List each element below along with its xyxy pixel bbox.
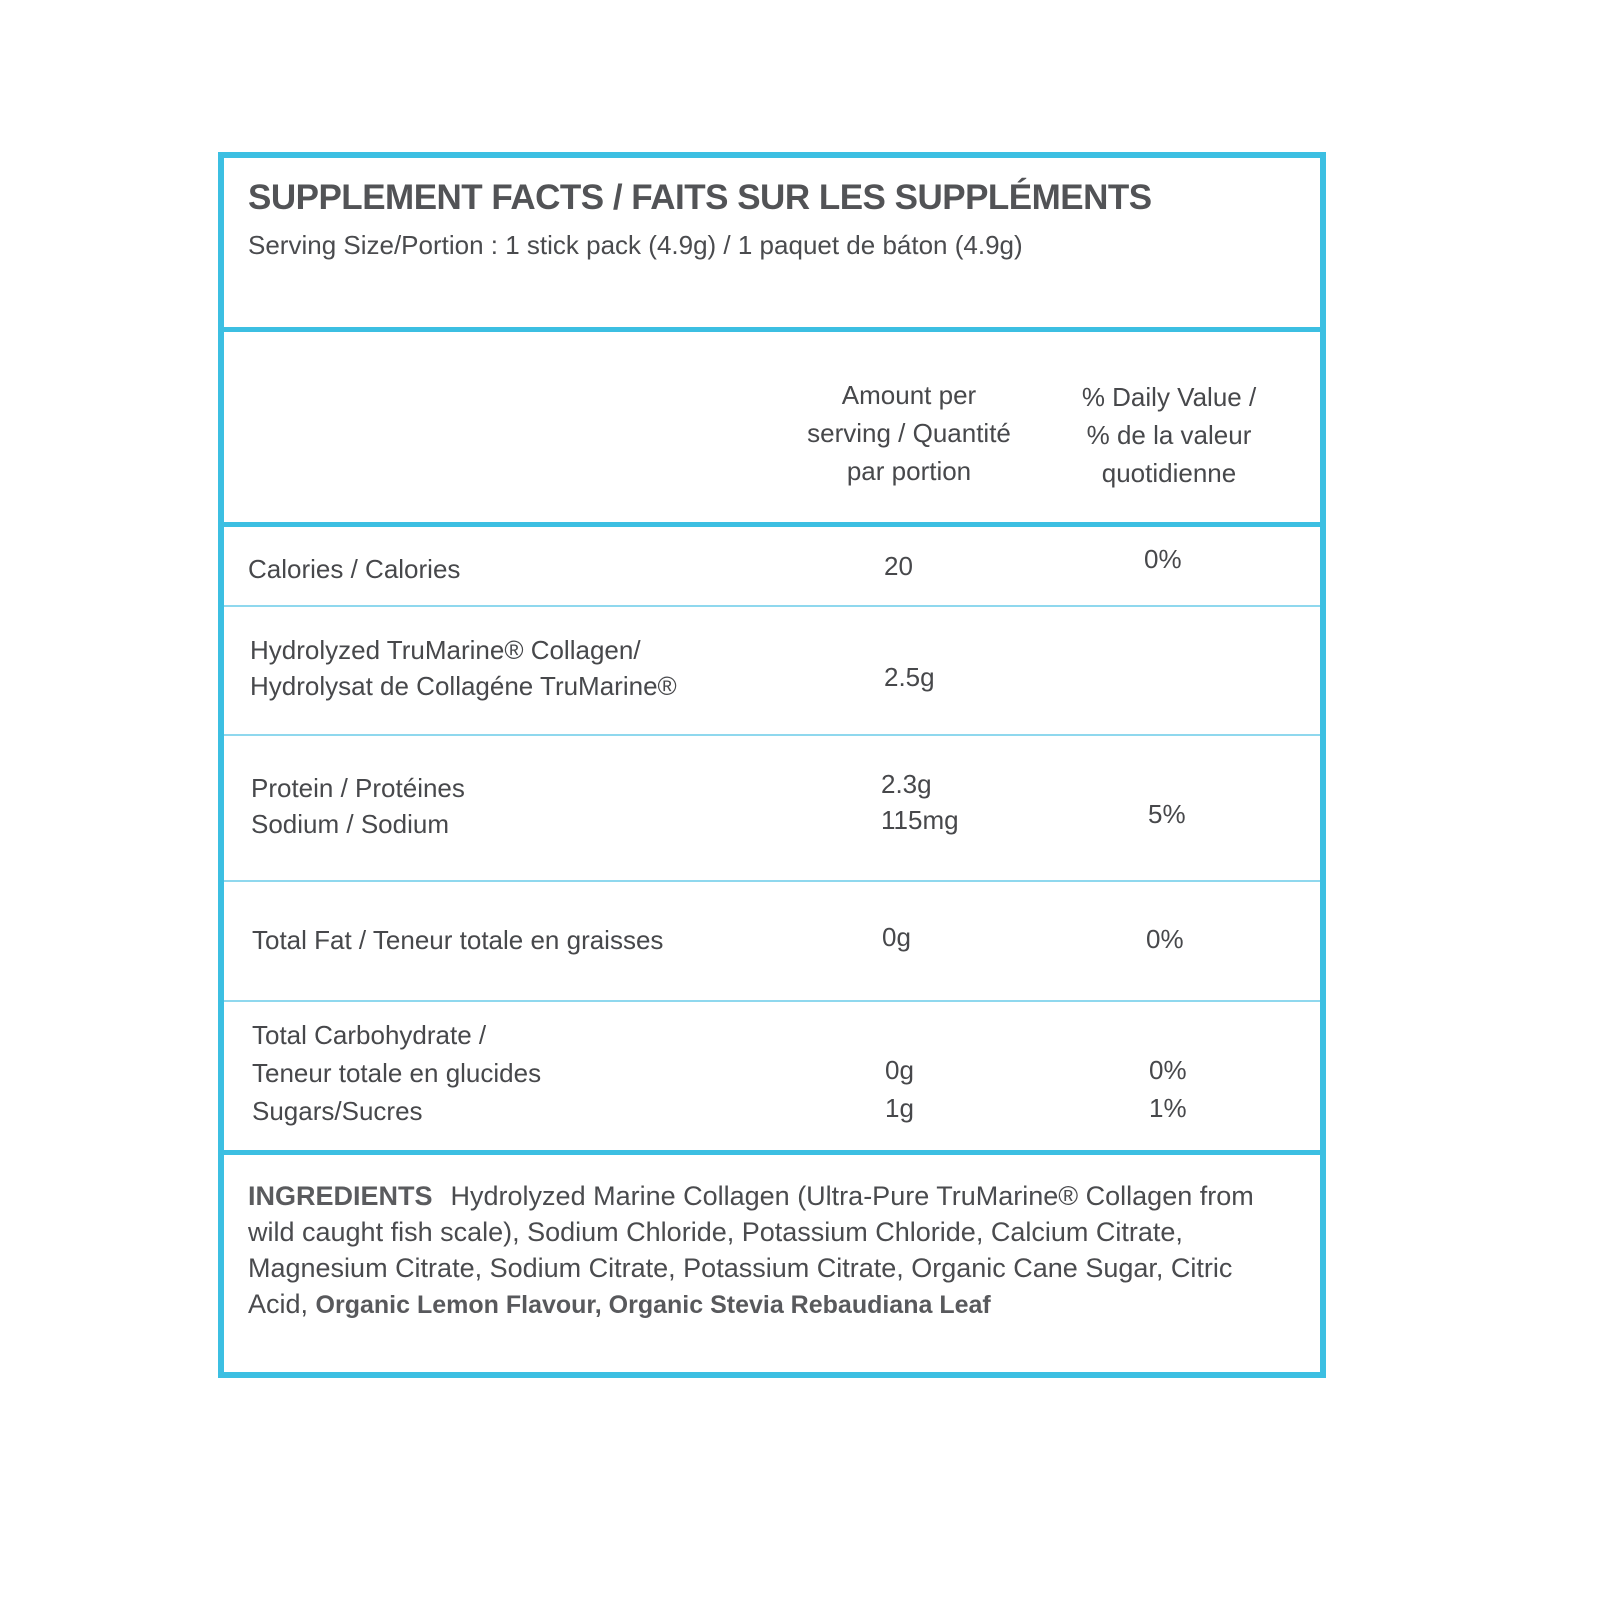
ingredients-text: Hydrolyzed Marine Collagen (Ultra-Pure TruMarine® Collagen from wild caught fish scale), Sodium Chloride, Potassium Chloride, Calcium Citrate, Magnesium Citrate, Sodium Citrate, Potassium Citrate, Organic Cane Sugar, Citric Acid, bbox=[248, 1181, 1254, 1319]
row-calories-amount: 20 bbox=[884, 551, 913, 581]
row-carb-name bbox=[252, 1016, 541, 1130]
dv-header-line: % Daily Value / bbox=[1081, 382, 1257, 412]
sodium-label: Sodium / Sodium bbox=[251, 809, 449, 839]
sugars-dv: 1% bbox=[1149, 1093, 1187, 1123]
ingredients-label: INGREDIENTS bbox=[248, 1181, 433, 1211]
sodium-amount: 115mg bbox=[881, 805, 959, 835]
ingredients-text-tail: Organic Lemon Flavour, Organic Stevia Rebaudiana Leaf bbox=[315, 1291, 991, 1319]
dv-header-line: quotidienne bbox=[1101, 458, 1237, 488]
row-fat-name: Total Fat / Teneur totale en graisses bbox=[252, 925, 664, 955]
amount-header-line: par portion bbox=[846, 456, 972, 486]
serving-size: Serving Size/Portion : 1 stick pack (4.9g) / 1 paquet de báton (4.9g) bbox=[248, 230, 1023, 260]
row-collagen-amount: 2.5g bbox=[884, 662, 935, 692]
row-protein-sodium-name bbox=[251, 770, 465, 842]
row-collagen-name bbox=[250, 632, 677, 704]
header-divider bbox=[224, 327, 1320, 332]
carb-amount: 0g bbox=[885, 1055, 914, 1085]
row-divider bbox=[224, 605, 1320, 607]
row-carb-dv bbox=[1149, 1051, 1187, 1127]
carb-label-en: Total Carbohydrate / bbox=[252, 1020, 487, 1050]
row-carb-amount bbox=[885, 1051, 914, 1127]
row-divider bbox=[224, 1000, 1320, 1002]
column-header-divider bbox=[224, 522, 1320, 527]
carb-dv: 0% bbox=[1149, 1055, 1187, 1085]
collagen-name-en: Hydrolyzed TruMarine® Collagen/ bbox=[250, 635, 641, 665]
row-fat-dv: 0% bbox=[1146, 924, 1184, 954]
panel-title: SUPPLEMENT FACTS / FAITS SUR LES SUPPLÉMENTS bbox=[248, 178, 1152, 217]
protein-label: Protein / Protéines bbox=[251, 773, 465, 803]
supplement-facts-panel bbox=[218, 152, 1326, 1378]
row-fat-amount: 0g bbox=[882, 922, 911, 952]
row-calories-dv: 0% bbox=[1144, 544, 1182, 574]
amount-header-line: serving / Quantité bbox=[807, 418, 1011, 448]
collagen-name-fr: Hydrolysat de Collagéne TruMarine® bbox=[250, 671, 677, 701]
sugars-amount: 1g bbox=[885, 1093, 914, 1123]
dv-header-line: % de la valeur bbox=[1086, 420, 1252, 450]
ingredients-block bbox=[248, 1178, 1288, 1323]
carb-label-fr: Teneur totale en glucides bbox=[252, 1058, 542, 1088]
daily-value-column-header bbox=[1044, 378, 1294, 492]
row-protein-sodium-amount bbox=[881, 766, 959, 838]
protein-amount: 2.3g bbox=[881, 769, 932, 799]
row-divider bbox=[224, 734, 1320, 736]
row-sodium-dv: 5% bbox=[1148, 799, 1186, 829]
row-divider bbox=[224, 880, 1320, 882]
row-calories-name: Calories / Calories bbox=[248, 554, 461, 584]
ingredients-divider bbox=[224, 1150, 1320, 1155]
sugars-label: Sugars/Sucres bbox=[252, 1096, 423, 1126]
amount-column-header bbox=[784, 376, 1034, 490]
amount-header-line: Amount per bbox=[841, 380, 977, 410]
